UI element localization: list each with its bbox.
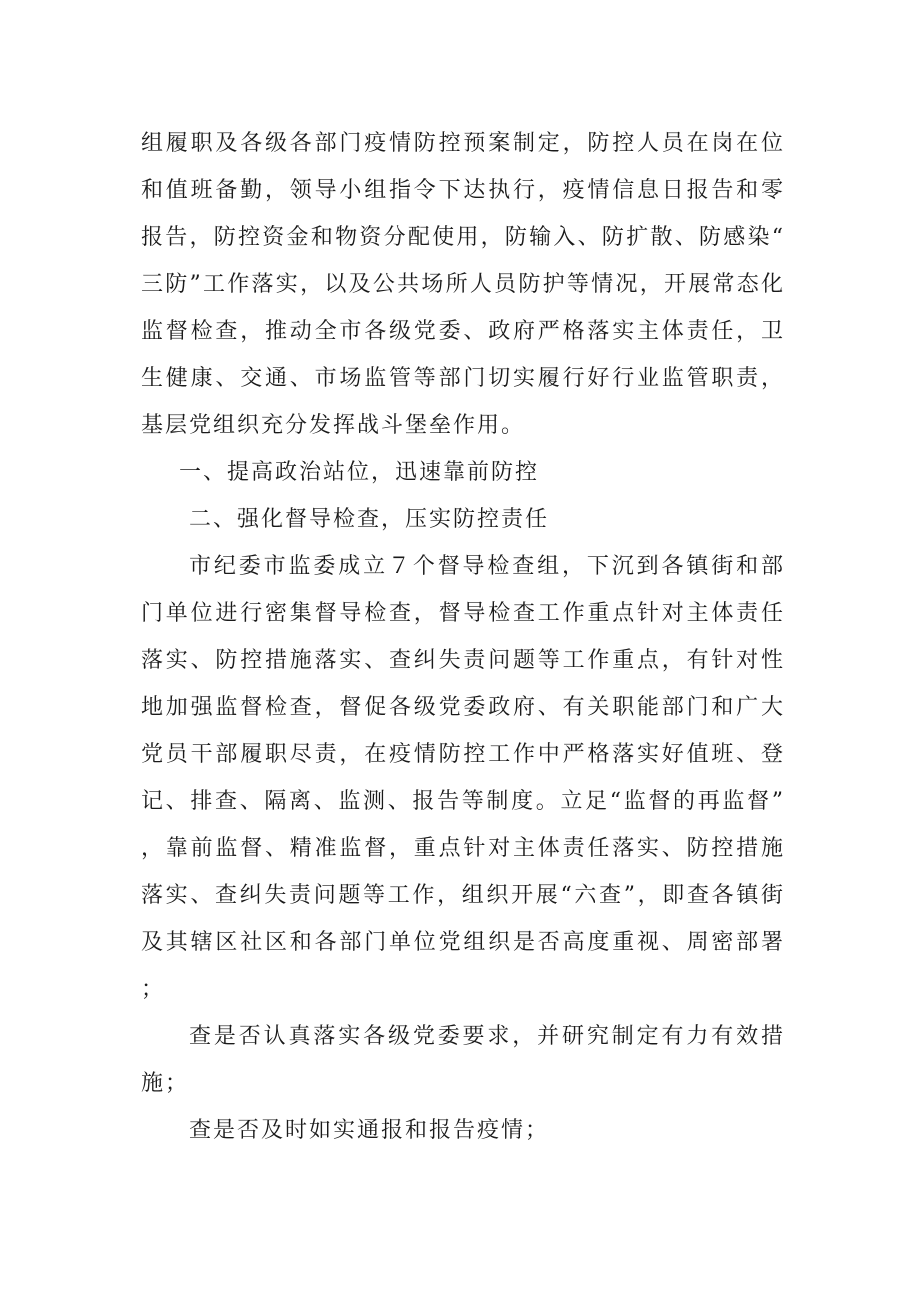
paragraph-check-implementation: 查是否认真落实各级党委要求，并研究制定有力有效措施；	[141, 1024, 785, 1096]
section-heading-1: 一、提高政治站位，迅速靠前防控	[179, 460, 540, 485]
paragraph-continued: 组履职及各级各部门疫情防控预案制定，防控人员在岗在位和值班备勤，领导小组指令下达执行，疫情信息日报告和零报告，防控资金和物资分配使用，防输入、防扩散、防感染“三防”工作落实，以及公共场所人员防护等情况，开展常态化监督检查，推动全市各级党委、政府严格落实主体责任，卫生健康、交通、市场监管等部门切实履行好行业监管职责，基层党组织充分发挥战斗堡垒作用。	[141, 131, 785, 438]
paragraph-supervision: 市纪委市监委成立７个督导检查组，下沉到各镇街和部门单位进行密集督导检查，督导检查工作重点针对主体责任落实、防控措施落实、查纠失责问题等工作重点，有针对性地加强监督检查，督促各级党委政府、有关职能部门和广大党员干部履职尽责，在疫情防控工作中严格落实好值班、登记、排查、隔离、监测、报告等制度。立足“监督的再监督”，靠前监督、精准监督，重点针对主体责任落实、防控措施落实、查纠失责问题等工作，组织开展“六查”，即查各镇街及其辖区社区和各部门单位党组织是否高度重视、周密部署；	[141, 554, 785, 1002]
section-heading-2: 二、强化督导检查，压实防控责任	[189, 507, 550, 532]
paragraph-check-reporting: 查是否及时如实通报和报告疫情；	[189, 1118, 550, 1143]
document-body	[141, 120, 785, 1154]
